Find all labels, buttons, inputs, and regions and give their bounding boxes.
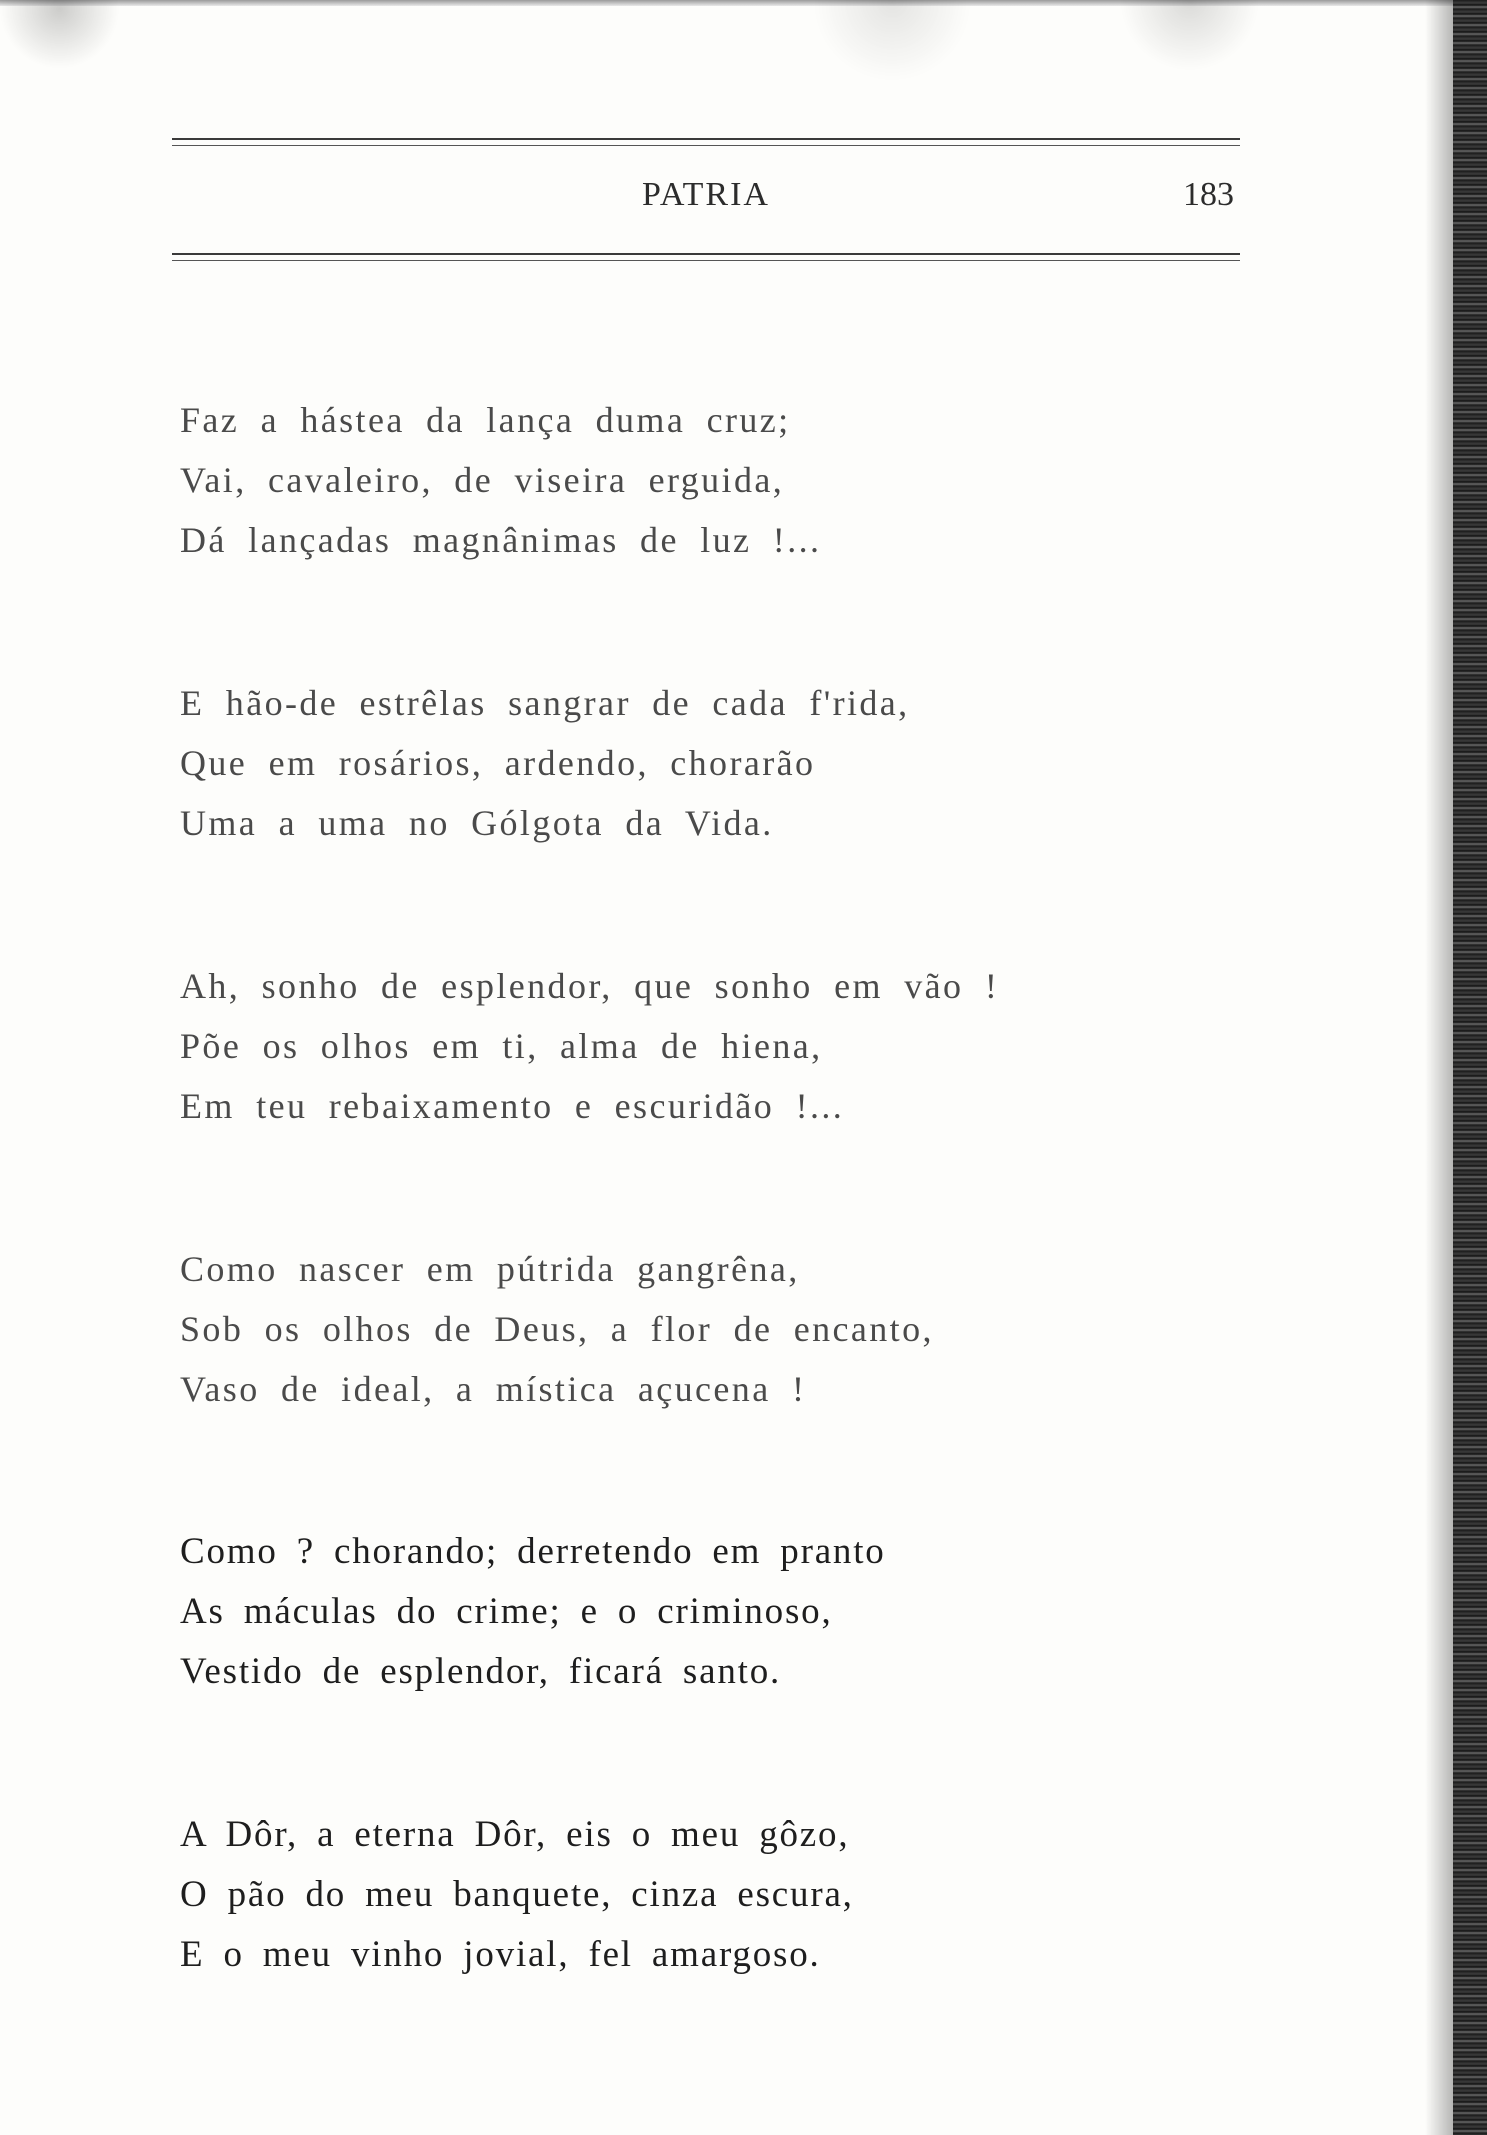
- verse-line: Vaso de ideal, a mística açucena !: [180, 1369, 807, 1409]
- stanza-5: [180, 1522, 1080, 1702]
- binding-shadow: [1425, 0, 1453, 2135]
- header-bottom-rule-thin: [172, 260, 1240, 261]
- stanza-6: [180, 1805, 1080, 1985]
- verse-line: Que em rosários, ardendo, chorarão: [180, 743, 816, 783]
- stanza-1: [180, 390, 1080, 570]
- verse-line: O pão do meu banquete, cinza escura,: [180, 1874, 854, 1915]
- verse-line: Dá lançadas magnânimas de luz !...: [180, 520, 822, 560]
- verse-line: Vai, cavaleiro, de viseira erguida,: [180, 460, 785, 500]
- verse-line: As máculas do crime; e o criminoso,: [180, 1591, 833, 1632]
- header-top-rule: [172, 138, 1240, 140]
- book-binding: [1453, 0, 1487, 2135]
- verse-line: Vestido de esplendor, ficará santo.: [180, 1651, 782, 1692]
- poem-body: [180, 390, 1080, 2088]
- verse-line: Uma a uma no Gólgota da Vida.: [180, 803, 774, 843]
- stanza-4: [180, 1239, 1080, 1419]
- page-number: 183: [1183, 176, 1234, 213]
- running-head: [172, 176, 1240, 226]
- stanza-3: [180, 956, 1080, 1136]
- running-title: PATRIA: [642, 176, 770, 213]
- verse-line: Sob os olhos de Deus, a flor de encanto,: [180, 1309, 934, 1349]
- header-top-rule-thin: [172, 145, 1240, 146]
- verse-line: Põe os olhos em ti, alma de hiena,: [180, 1026, 823, 1066]
- verse-line: Como ? chorando; derretendo em pranto: [180, 1531, 886, 1572]
- stanza-2: [180, 673, 1080, 853]
- verse-line: Faz a hástea da lança duma cruz;: [180, 400, 791, 440]
- verse-line: E o meu vinho jovial, fel amargoso.: [180, 1934, 821, 1975]
- verse-line: E hão-de estrêlas sangrar de cada f'rida,: [180, 683, 910, 723]
- header-bottom-rule: [172, 253, 1240, 255]
- verse-line: Em teu rebaixamento e escuridão !...: [180, 1086, 845, 1126]
- verse-line: Como nascer em pútrida gangrêna,: [180, 1249, 800, 1289]
- verse-line: Ah, sonho de esplendor, que sonho em vão !: [180, 966, 1000, 1006]
- scan-speckle: [0, 0, 1487, 110]
- verse-line: A Dôr, a eterna Dôr, eis o meu gôzo,: [180, 1814, 850, 1855]
